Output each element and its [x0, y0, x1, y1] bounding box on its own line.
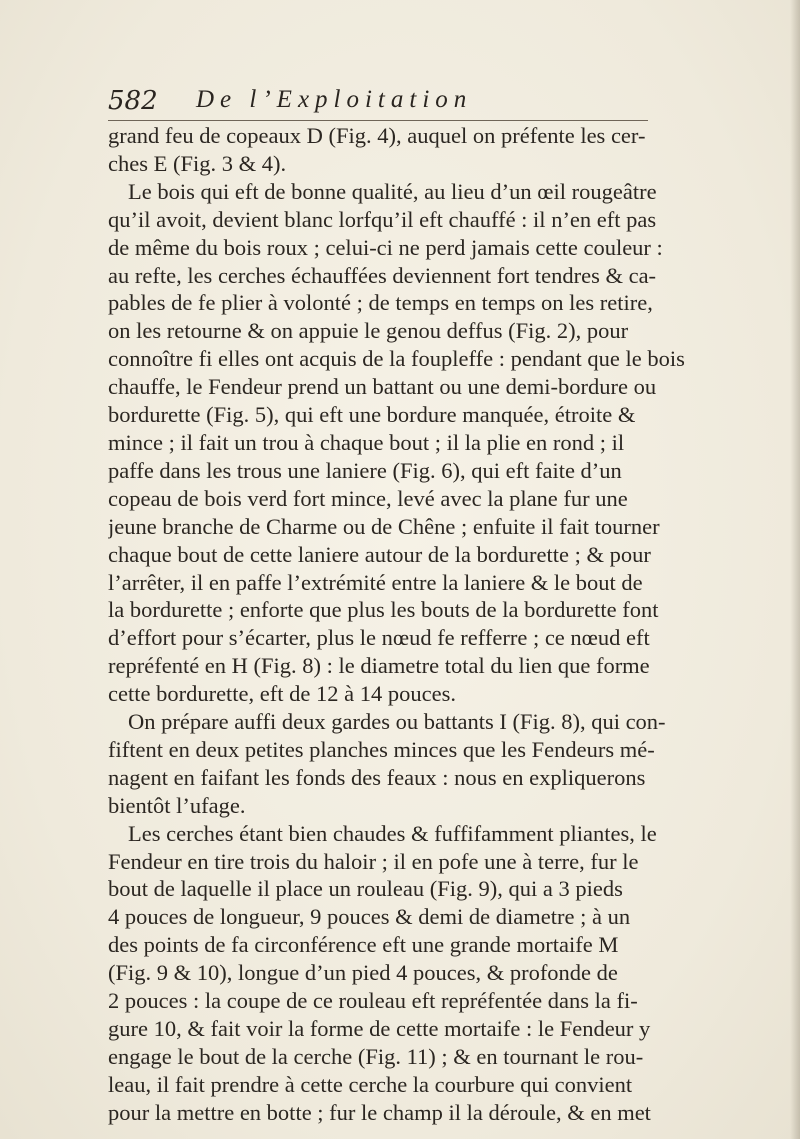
text-line: paffe dans les trous une laniere (Fig. 6), qui eft faite d’un: [108, 457, 622, 483]
text-line: bordurette (Fig. 5), qui eft une bordure manquée, étroite &: [108, 402, 636, 428]
text-line: Les cerches étant bien chaudes & fuffifamment pliantes, le: [128, 820, 657, 846]
text-line: grand feu de copeaux D (Fig. 4), auquel on préfente les cer-: [108, 123, 646, 148]
text-line: gure 10, & fait voir la forme de cette mortaife : le Fendeur y: [108, 1016, 651, 1041]
text-line: chaque bout de cette laniere autour de la bordurette ; & pour: [108, 541, 651, 567]
text-line: mince ; il fait un trou à chaque bout ; il la plie en rond ; il: [108, 429, 625, 455]
text-line: qu’il avoit, devient blanc lorfqu’il eft chauffé : il n’en eft pas: [108, 206, 657, 232]
text-line: (Fig. 9 & 10), longue d’un pied 4 pouces, & profonde de: [108, 960, 618, 986]
page-edge-shadow: [790, 0, 800, 1139]
text-line: jeune branche de Charme ou de Chêne ; enfuite il fait tourner: [108, 513, 660, 539]
body-text: [108, 122, 738, 1127]
text-line: l’arrêter, il en paffe l’extrémité entre la laniere & le bout de: [108, 569, 643, 595]
text-line: 2 pouces : la coupe de ce rouleau eft repréfentée dans la fi-: [108, 988, 638, 1014]
text-line: bientôt l’ufage.: [108, 792, 246, 818]
text-line: cette bordurette, eft de 12 à 14 pouces.: [108, 681, 456, 707]
text-line: leau, il fait prendre à cette cerche la courbure qui convient: [108, 1071, 633, 1097]
text-line: la bordurette ; enforte que plus les bouts de la bordurette font: [108, 597, 659, 623]
text-line: 4 pouces de longueur, 9 pouces & demi de diametre ; à un: [108, 904, 631, 930]
text-line: on les retourne & on appuie le genou deffus (Fig. 2), pour: [108, 318, 629, 344]
text-line: ches E (Fig. 3 & 4).: [108, 150, 287, 176]
text-line: bout de laquelle il place un rouleau (Fig. 9), qui a 3 pieds: [108, 876, 623, 902]
page-number: 582: [108, 86, 158, 116]
text-line: engage le bout de la cerche (Fig. 11) ; & en tournant le rou-: [108, 1043, 644, 1069]
text-line: connoître fi elles ont acquis de la foupleffe : pendant que le bois: [108, 346, 685, 372]
header-rule: [108, 120, 648, 121]
text-line: Le bois qui eft de bonne qualité, au lieu d’un œil rougeâtre: [128, 178, 657, 204]
text-line: d’effort pour s’écarter, plus le nœud fe refferre ; ce nœud eft: [108, 625, 650, 651]
text-line: Fendeur en tire trois du haloir ; il en pofe une à terre, fur le: [108, 848, 639, 874]
text-line: de même du bois roux ; celui-ci ne perd jamais cette couleur :: [108, 234, 663, 260]
text-line: fiftent en deux petites planches minces que les Fendeurs mé-: [108, 736, 655, 762]
text-line: pour la mettre en botte ; fur le champ il la déroule, & en met: [108, 1099, 651, 1125]
text-line: copeau de bois verd fort mince, levé avec la plane fur une: [108, 485, 628, 511]
text-line: nagent en faifant les fonds des feaux : nous en expliquerons: [108, 764, 646, 790]
text-line: pables de fe plier à volonté ; de temps en temps on les retire,: [108, 290, 653, 316]
text-line: au refte, les cerches échauffées deviennent fort tendres & ca-: [108, 262, 657, 288]
running-title: De l’Exploitation: [196, 86, 473, 113]
text-line: des points de fa circonférence eft une grande mortaife M: [108, 932, 619, 958]
text-line: repréfenté en H (Fig. 8) : le diametre total du lien que forme: [108, 653, 650, 679]
text-line: chauffe, le Fendeur prend un battant ou une demi-bordure ou: [108, 374, 657, 400]
text-line: On prépare auffi deux gardes ou battants I (Fig. 8), qui con-: [128, 709, 666, 735]
